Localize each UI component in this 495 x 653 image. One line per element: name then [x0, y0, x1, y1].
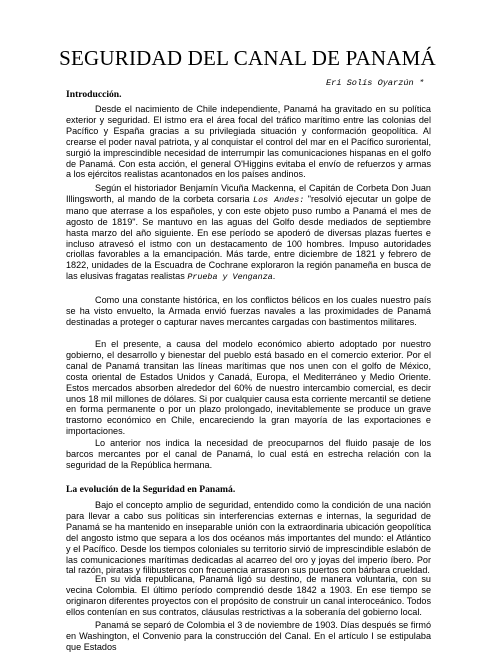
paragraph-text: Lo anterior nos indica la necesidad de preocuparnos del fluido pasaje de los barcos mercantes por el canal de Panamá, lo cual está en estrecha relación con la seguridad de la República hermana.: [66, 438, 431, 470]
author-line: Eri Solís Oyarzún *: [326, 78, 424, 88]
ship-name: Los Andes:: [253, 194, 305, 205]
paragraph-text: Panamá se separó de Colombia el 3 de noviembre de 1903. Días después se firmó en Washington, el Convenio para la construcción del Canal. En el artículo I se estipulaba que Estados: [66, 620, 431, 652]
paragraph: [66, 620, 431, 653]
paragraph: [66, 438, 431, 471]
paragraph: [66, 295, 431, 328]
paragraph: [66, 500, 431, 576]
paragraph-text: Como una constante histórica, en los conflictos bélicos en los cuales nuestro país se ha visto envuelto, la Armada envió fuerzas navales a las proximidades de Panamá destinadas a proteger o capturar naves mercantes cargadas con bastimentos militares.: [66, 295, 431, 327]
ship-name: Prueba y Venganza: [187, 272, 273, 283]
paragraph: [66, 339, 431, 437]
paragraph-text: En el presente, a causa del modelo económico abierto adoptado por nuestro gobierno, el desarrollo y bienestar del pueblo está basado en el comercio exterior. Por el canal de Panamá transitan las líneas marítimas que nos unen con el golfo de México, costa oriental de Estados Unidos y Canadá, Europa, el Mediterráneo y Medio Oriente. Estos mercados absorben alrededor del 60% de nuestro intercambio comercial, es decir unos 18 mil millones de dólares. Si por cualquier causa esta corriente mercantil se detiene en forma permanente o por un plazo prolongado, inevitablemente se produce un grave trastorno económico en Chile, encareciendo la gran mayoría de las exportaciones e importaciones.: [66, 339, 431, 437]
paragraph: [66, 104, 431, 180]
section-heading-evolution: La evolución de la Seguridad en Panamá.: [66, 484, 236, 495]
paragraph-text: .: [272, 271, 276, 282]
paragraph-text: Bajo el concepto amplio de seguridad, entendido como la condición de una nación para llevar a cabo sus políticas sin interferencias externas e internas, la seguridad de Panamá se ha mantenido en inseparable unión con la extraordinaria ubicación geopolítica del angosto istmo que separa a los dos océanos más importantes del mundo: el Atlántico y el Pacífico. Desde los tiempos coloniales su territorio sirvió de imprescindible eslabón de las comunicaciones marítimas dedicadas al acarreo del oro y joyas del imperio íbero. Por tal razón, piratas y filibusteros con frecuencia arrasaron sus puertos con bárbara crueldad.: [66, 500, 431, 576]
paragraph-text: Desde el nacimiento de Chile independiente, Panamá ha gravitado en su política exterior y seguridad. El istmo era el área focal del tráfico marítimo entre las colonias del Pacífico y España gracias a su privilegiada situación y conformación geopolítica. Al crearse el poder naval patriota, y al conquistar el control del mar en el Pacífico suroriental, surgió la imprescindible necesidad de interrumpir las comunicaciones hispanas en el golfo de Panamá. Con esta acción, el general O'Higgins evitaba el envío de refuerzos y armas a los ejércitos realistas acantonados en los países andinos.: [66, 104, 431, 180]
paragraph-text: "resolvió ejecutar un golpe de mano que aterrase a los españoles, y con este objeto puso rumbo a Panamá el mes de agosto de 1819". Se mantuvo en las aguas del Golfo desde mediados de septiembre hasta marzo del año siguiente. En ese período se apoderó de diversas plazas fuertes e incluso atravesó el istmo con un destacamento de 100 hombres. Impuso autoridades criollas favorables a la emancipación. Más tarde, entre diciembre de 1821 y febrero de 1822, unidades de la Escuadra de Cochrane exploraron la región panameña en busca de las elusivas fragatas realistas: [66, 193, 431, 282]
paragraph-text: En su vida republicana, Panamá ligó su destino, de manera voluntaria, con su vecina Colombia. El último período comprendió desde 1842 a 1903. En ese tiempo se originaron diferentes proyectos con el propósito de construir un canal interoceánico. Todos ellos contenían en sus contratos, cláusulas restrictivas a la soberanía del gobierno local.: [66, 574, 431, 617]
page-title: SEGURIDAD DEL CANAL DE PANAMÁ: [59, 46, 436, 70]
paragraph-text: Según el historiador Benjamín Vicuña Mackenna, el Capitán de Corbeta Don Juan Illingsworth, al mando de la corbeta corsaria: [66, 183, 431, 204]
section-heading-intro: Introducción.: [66, 89, 122, 100]
paragraph: [66, 574, 431, 618]
paragraph: [66, 183, 431, 283]
